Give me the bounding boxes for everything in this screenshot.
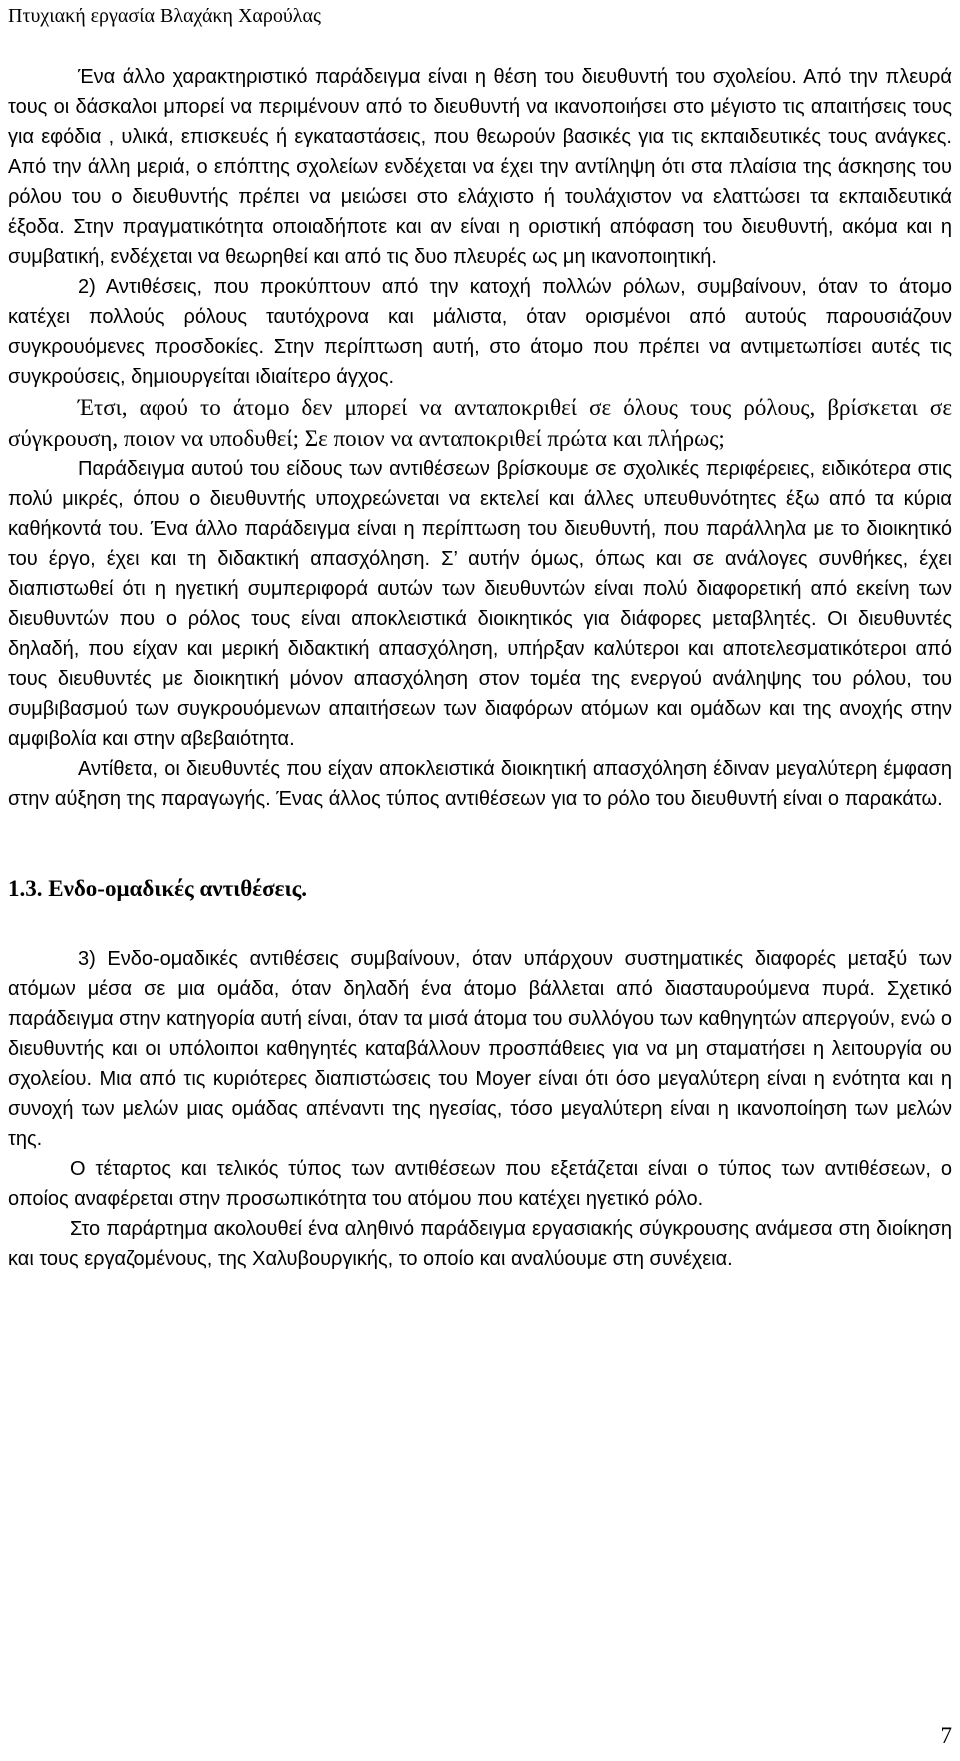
paragraph-fourth-type: Ο τέταρτος και τελικός τύπος των αντιθέσεων που εξετάζεται είναι ο τύπος των αντιθέσεων, ο οποίος αναφέρεται στην προσωπικότητα του ατόμου που κατέχει ηγετικό ρόλο.: [8, 1158, 952, 1210]
paragraph-appendix-note: Στο παράρτημα ακολουθεί ένα αληθινό παράδειγμα εργασιακής σύγκρουσης ανάμεσα στη διοίκηση και τους εργαζομένους, της Χαλυβουργικής, το οποίο και αναλύουμε στη συνέχεια.: [8, 1218, 952, 1270]
paragraph-administrative-emphasis: Αντίθετα, οι διευθυντές που είχαν αποκλειστικά διοικητική απασχόληση έδιναν μεγαλύτερη έμφαση στην αύξηση της παραγωγής. Ένας άλλος τύπος αντιθέσεων για το ρόλο του διευθυντή είναι ο παρακάτω.: [8, 758, 952, 810]
paragraph-principal-example: Ένα άλλο χαρακτηριστικό παράδειγμα είναι η θέση του διευθυντή του σχολείου. Από την πλευρά τους οι δάσκαλοι μπορεί να περιμένουν από το διευθυντή να ικανοποιήσει στο μέγιστο τις απαιτήσεις τους για εφόδια , υλικά, επισκευές ή εγκαταστάσεις, που θεωρούν βασικές για τις εκπαιδευτικές τους ανάγκες. Από την άλλη μεριά, ο επόπτης σχολείων ενδέχεται να έχει την αντίληψη ότι στα πλαίσια της άσκησης του ρόλου του ο διευθυντής πρέπει να μειώσει στο ελάχιστο ή τουλάχιστον να ελαττώσει τα εκπαιδευτικά έξοδα. Στην πραγματικότητα οποιαδήποτε και αν είναι η οριστική απόφαση του διευθυντή, ακόμα και η συμβατική, ενδέχεται να θεωρηθεί και από τις δυο πλευρές ως μη ικανοποιητική.: [8, 66, 952, 268]
paragraph-role-conflict-question: Έτσι, αφού το άτομο δεν μπορεί να ανταποκριθεί σε όλους τους ρόλους, βρίσκεται σε σύγκρουση, ποιον να υποδυθεί; Σε ποιον να ανταποκριθεί πρώτα και πλήρως;: [8, 395, 952, 451]
paragraph-multiple-roles: 2) Αντιθέσεις, που προκύπτουν από την κατοχή πολλών ρόλων, συμβαίνουν, όταν το άτομο κατέχει πολλούς ρόλους ταυτόχρονα και μάλιστα, όταν ορισμένοι από αυτούς παρουσιάζουν συγκρουόμενες προσδοκίες. Στην περίπτωση αυτή, στο άτομο που πρέπει να αντιμετωπίσει αυτές τις συγκρούσεις, δημιουργείται ιδιαίτερο άγχος.: [8, 276, 952, 388]
document-body: [8, 62, 952, 1274]
section-heading: 1.3. Ενδο-ομαδικές αντιθέσεις.: [8, 876, 308, 901]
paragraph-intragroup-conflicts: 3) Ενδο-ομαδικές αντιθέσεις συμβαίνουν, όταν υπάρχουν συστηματικές διαφορές μεταξύ των ατόμων μέσα σε μια ομάδα, όταν δηλαδή ένα άτομο βάλλεται από διασταυρούμενα πυρά. Σχετικό παράδειγμα στην κατηγορία αυτή είναι, όταν τα μισά άτομα του συλλόγου των καθηγητών απεργούν, ενώ ο διευθυντής και οι υπόλοιποι καθηγητές καταβάλλουν προσπάθειες για να μη σταματήσει η λειτουργία ου σχολείου. Μια από τις κυριότερες διαπιστώσεις του Moyer είναι ότι όσο μεγαλύτερη είναι η ενότητα και η συνοχή των μελών μιας ομάδας απέναντι της ηγεσίας, τόσο μεγαλύτερη είναι η ικανοποίηση των μελών της.: [8, 948, 952, 1150]
page-number: 7: [940, 1723, 952, 1748]
section-spacer: [8, 904, 952, 944]
running-header-title: Πτυχιακή εργασία Βλαχάκη Χαρούλας: [8, 5, 321, 27]
paragraph-school-districts-example: Παράδειγμα αυτού του είδους των αντιθέσεων βρίσκουμε σε σχολικές περιφέρειες, ειδικότερα στις πολύ μικρές, όπου ο διευθυντής υποχρεώνεται να εκτελεί και άλλες υπευθυνότητες έξω από τα κύρια καθήκοντά του. Ένα άλλο παράδειγμα είναι η περίπτωση του διευθυντή, που παράλληλα με το διοικητικό του έργο, έχει και τη διδακτική απασχόληση. Σ’ αυτήν όμως, όπως και σε ανάλογες συνθήκες, έχει διαπιστωθεί ότι η ηγετική συμπεριφορά αυτών των διευθυντών είναι πολύ διαφορετική από εκείνη των διευθυντών που ο ρόλος τους είναι αποκλειστικά διοικητικός για διάφορες μεταβλητές. Οι διευθυντές δηλαδή, που είχαν και μερική διδακτική απασχόληση, υπήρξαν καλύτεροι και αποτελεσματικότεροι από τους διευθυντές με διοικητική μόνον απασχόληση στον τομέα της ενεργού ανάληψης του ρόλου, του συμβιβασμού των συγκρουόμενων απαιτήσεων των διαφόρων ατόμων και ομάδων και της ανοχής στην αμφιβολία και στην αβεβαιότητα.: [8, 458, 952, 750]
section-spacer: [8, 814, 952, 874]
